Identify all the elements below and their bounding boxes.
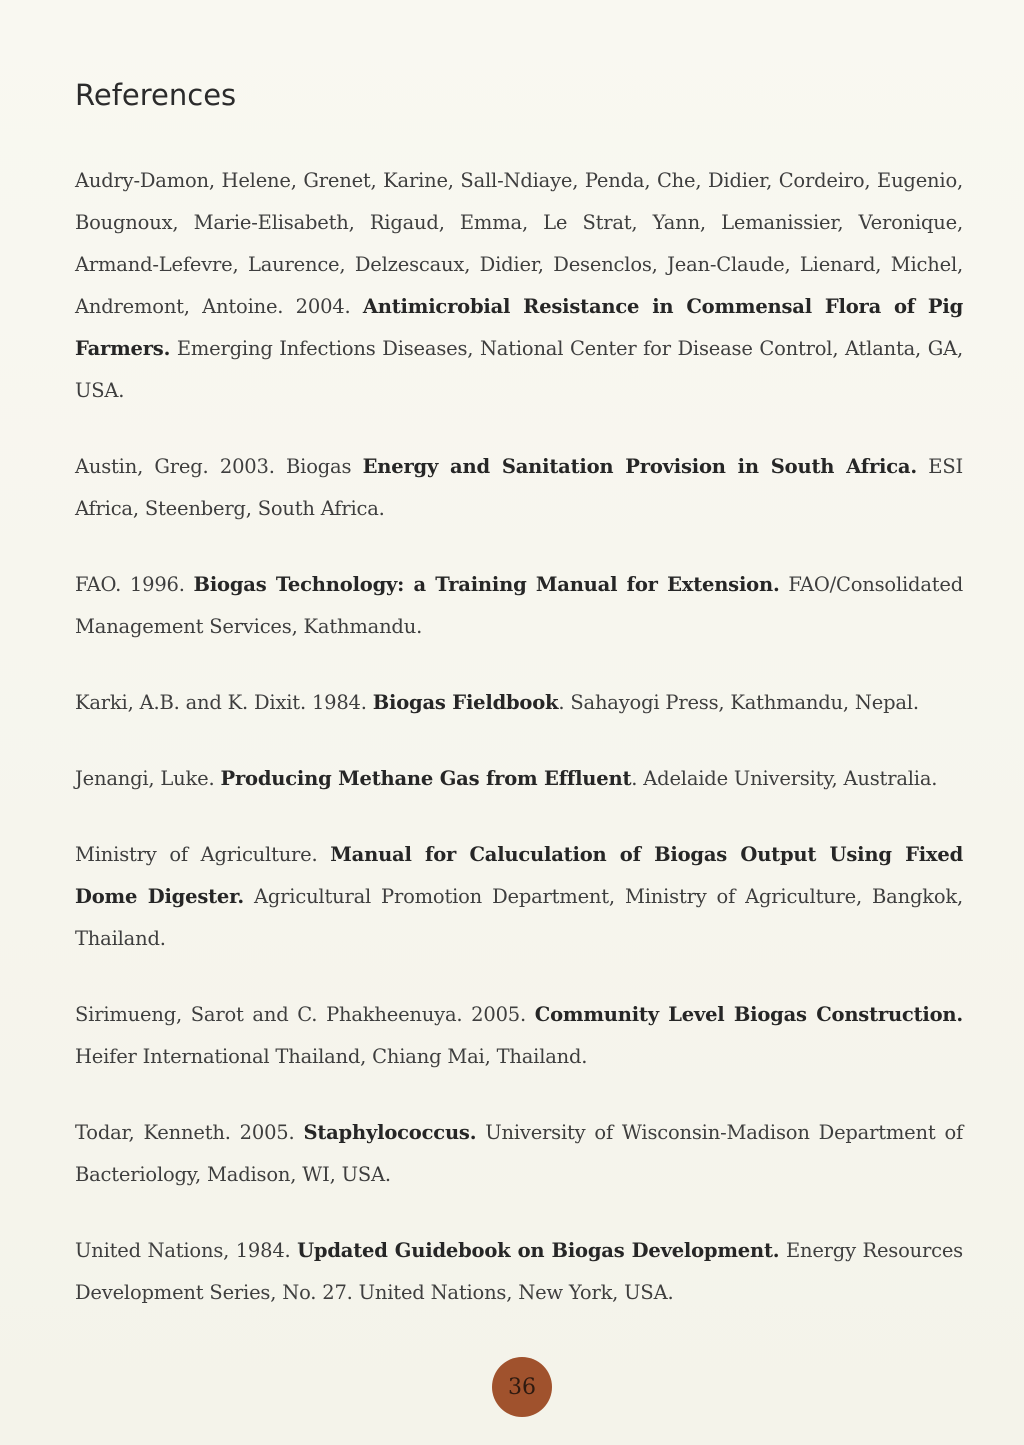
reference-item xyxy=(75,758,963,800)
reference-authors: Austin, Greg. 2003. Biogas xyxy=(75,455,363,478)
reference-title: Manual for Caluculation of Biogas Output Using Fixed Dome Digester. xyxy=(75,843,964,908)
reference-title: Antimicrobial Resistance in Commensal Flora of Pig Farmers. xyxy=(75,295,964,360)
reference-source: Energy Resources Development Series, No. 27. United Nations, New York, USA. xyxy=(75,1239,963,1304)
reference-authors: Jenangi, Luke. xyxy=(75,767,221,790)
reference-source: . Adelaide University, Australia. xyxy=(631,767,938,790)
reference-title: Biogas Fieldbook xyxy=(372,691,559,714)
reference-authors: Ministry of Agriculture. xyxy=(75,843,331,866)
page-number-badge: 36 xyxy=(492,1357,552,1417)
reference-title: Updated Guidebook on Biogas Development. xyxy=(297,1239,780,1262)
reference-source: University of Wisconsin-Madison Department of Bacteriology, Madison, WI, USA. xyxy=(75,1121,964,1186)
reference-item xyxy=(75,834,963,960)
reference-source: Emerging Infections Diseases, National Center for Disease Control, Atlanta, GA, USA. xyxy=(75,337,963,402)
reference-list xyxy=(75,160,963,1348)
reference-title: Community Level Biogas Construction. xyxy=(534,1003,963,1026)
reference-item xyxy=(75,1112,963,1196)
reference-authors: Sirimueng, Sarot and C. Phakheenuya. 2005. xyxy=(75,1003,535,1026)
page-title: References xyxy=(75,78,237,112)
reference-authors: Audry-Damon, Helene, Grenet, Karine, Sall-Ndiaye, Penda, Che, Didier, Cordeiro, Eugenio, Bougnoux, Marie-Elisabeth, Rigaud, Emma, Le Strat, Yann, Lemanissier, Veronique, Armand-Lefevre, Laurence, Delzescaux, Didier, Desenclos, Jean-Claude, Lienard, Michel, Andremont, Antoine. 2004. xyxy=(75,169,963,318)
reference-authors: Karki, A.B. and K. Dixit. 1984. xyxy=(75,691,373,714)
reference-authors: FAO. 1996. xyxy=(75,573,194,596)
reference-item xyxy=(75,160,963,412)
reference-source: ESI Africa, Steenberg, South Africa. xyxy=(75,455,963,520)
reference-source: Agricultural Promotion Department, Ministry of Agriculture, Bangkok, Thailand. xyxy=(75,885,964,950)
reference-source: FAO/Consolidated Management Services, Kathmandu. xyxy=(75,573,964,638)
reference-title: Biogas Technology: a Training Manual for Extension. xyxy=(193,573,780,596)
reference-item xyxy=(75,446,963,530)
reference-title: Staphylococcus. xyxy=(303,1121,477,1144)
reference-title: Producing Methane Gas from Effluent xyxy=(220,767,632,790)
reference-authors: Todar, Kenneth. 2005. xyxy=(75,1121,304,1144)
reference-authors: United Nations, 1984. xyxy=(75,1239,298,1262)
reference-item xyxy=(75,1230,963,1314)
reference-item xyxy=(75,994,963,1078)
reference-title: Energy and Sanitation Provision in South Africa. xyxy=(362,455,917,478)
reference-item xyxy=(75,682,963,724)
reference-source: Heifer International Thailand, Chiang Mai, Thailand. xyxy=(75,1045,588,1068)
reference-source: . Sahayogi Press, Kathmandu, Nepal. xyxy=(558,691,919,714)
reference-item xyxy=(75,564,963,648)
